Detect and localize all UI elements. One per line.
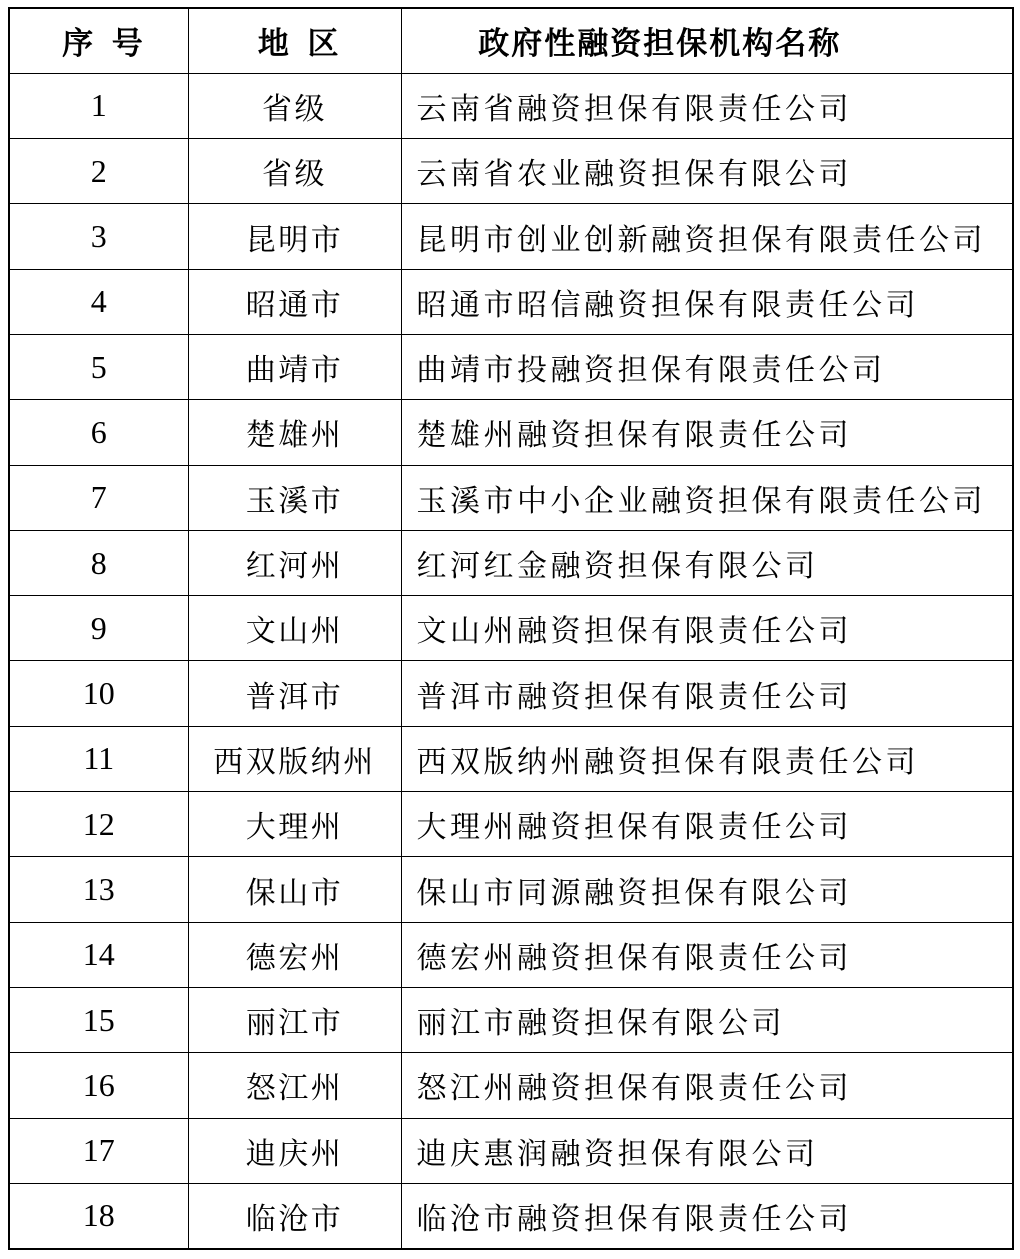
cell-institution-name: 云南省融资担保有限责任公司 bbox=[401, 73, 1013, 138]
cell-region: 省级 bbox=[188, 73, 401, 138]
cell-institution-name: 文山州融资担保有限责任公司 bbox=[401, 596, 1013, 661]
table-row bbox=[9, 726, 1013, 791]
table-row bbox=[9, 139, 1013, 204]
cell-institution-name: 临沧市融资担保有限责任公司 bbox=[401, 1183, 1013, 1248]
cell-institution-name: 楚雄州融资担保有限责任公司 bbox=[401, 400, 1013, 465]
table-header bbox=[9, 8, 1013, 73]
cell-institution-name: 普洱市融资担保有限责任公司 bbox=[401, 661, 1013, 726]
cell-serial-number: 13 bbox=[9, 857, 188, 922]
cell-institution-name: 大理州融资担保有限责任公司 bbox=[401, 792, 1013, 857]
table-row bbox=[9, 1053, 1013, 1118]
cell-region: 昭通市 bbox=[188, 269, 401, 334]
cell-institution-name: 德宏州融资担保有限责任公司 bbox=[401, 922, 1013, 987]
table-row bbox=[9, 922, 1013, 987]
cell-institution-name: 怒江州融资担保有限责任公司 bbox=[401, 1053, 1013, 1118]
cell-institution-name: 丽江市融资担保有限公司 bbox=[401, 987, 1013, 1052]
cell-serial-number: 7 bbox=[9, 465, 188, 530]
table-row bbox=[9, 73, 1013, 138]
cell-institution-name: 曲靖市投融资担保有限责任公司 bbox=[401, 334, 1013, 399]
column-header-serial-number: 序号 bbox=[9, 8, 188, 73]
cell-serial-number: 1 bbox=[9, 73, 188, 138]
cell-serial-number: 11 bbox=[9, 726, 188, 791]
cell-region: 红河州 bbox=[188, 530, 401, 595]
cell-institution-name: 昭通市昭信融资担保有限责任公司 bbox=[401, 269, 1013, 334]
cell-region: 昆明市 bbox=[188, 204, 401, 269]
cell-serial-number: 16 bbox=[9, 1053, 188, 1118]
cell-region: 曲靖市 bbox=[188, 334, 401, 399]
cell-serial-number: 9 bbox=[9, 596, 188, 661]
cell-serial-number: 5 bbox=[9, 334, 188, 399]
table-row bbox=[9, 269, 1013, 334]
cell-region: 大理州 bbox=[188, 792, 401, 857]
cell-serial-number: 18 bbox=[9, 1183, 188, 1248]
table-row bbox=[9, 1118, 1013, 1183]
column-header-institution-name: 政府性融资担保机构名称 bbox=[401, 8, 1013, 73]
cell-serial-number: 2 bbox=[9, 139, 188, 204]
cell-serial-number: 12 bbox=[9, 792, 188, 857]
cell-region: 文山州 bbox=[188, 596, 401, 661]
table-row bbox=[9, 857, 1013, 922]
table-row bbox=[9, 792, 1013, 857]
table-body bbox=[9, 73, 1013, 1248]
cell-serial-number: 15 bbox=[9, 987, 188, 1052]
government-financing-guarantee-institutions-table bbox=[8, 7, 1014, 1250]
cell-serial-number: 3 bbox=[9, 204, 188, 269]
cell-serial-number: 17 bbox=[9, 1118, 188, 1183]
cell-region: 德宏州 bbox=[188, 922, 401, 987]
table-row bbox=[9, 400, 1013, 465]
cell-serial-number: 14 bbox=[9, 922, 188, 987]
cell-region: 楚雄州 bbox=[188, 400, 401, 465]
cell-region: 临沧市 bbox=[188, 1183, 401, 1248]
table-row bbox=[9, 465, 1013, 530]
cell-serial-number: 10 bbox=[9, 661, 188, 726]
cell-region: 保山市 bbox=[188, 857, 401, 922]
cell-serial-number: 8 bbox=[9, 530, 188, 595]
cell-institution-name: 保山市同源融资担保有限公司 bbox=[401, 857, 1013, 922]
cell-region: 丽江市 bbox=[188, 987, 401, 1052]
table-row bbox=[9, 661, 1013, 726]
table-row bbox=[9, 987, 1013, 1052]
cell-serial-number: 6 bbox=[9, 400, 188, 465]
table-row bbox=[9, 1183, 1013, 1248]
header-row bbox=[9, 8, 1013, 73]
cell-region: 怒江州 bbox=[188, 1053, 401, 1118]
table-row bbox=[9, 596, 1013, 661]
cell-institution-name: 迪庆惠润融资担保有限公司 bbox=[401, 1118, 1013, 1183]
cell-institution-name: 西双版纳州融资担保有限责任公司 bbox=[401, 726, 1013, 791]
cell-region: 省级 bbox=[188, 139, 401, 204]
cell-region: 迪庆州 bbox=[188, 1118, 401, 1183]
cell-institution-name: 昆明市创业创新融资担保有限责任公司 bbox=[401, 204, 1013, 269]
table-row bbox=[9, 334, 1013, 399]
column-header-region: 地区 bbox=[188, 8, 401, 73]
cell-region: 西双版纳州 bbox=[188, 726, 401, 791]
cell-serial-number: 4 bbox=[9, 269, 188, 334]
cell-region: 玉溪市 bbox=[188, 465, 401, 530]
cell-institution-name: 云南省农业融资担保有限公司 bbox=[401, 139, 1013, 204]
table-row bbox=[9, 204, 1013, 269]
cell-institution-name: 红河红金融资担保有限公司 bbox=[401, 530, 1013, 595]
cell-region: 普洱市 bbox=[188, 661, 401, 726]
table-row bbox=[9, 530, 1013, 595]
cell-institution-name: 玉溪市中小企业融资担保有限责任公司 bbox=[401, 465, 1013, 530]
